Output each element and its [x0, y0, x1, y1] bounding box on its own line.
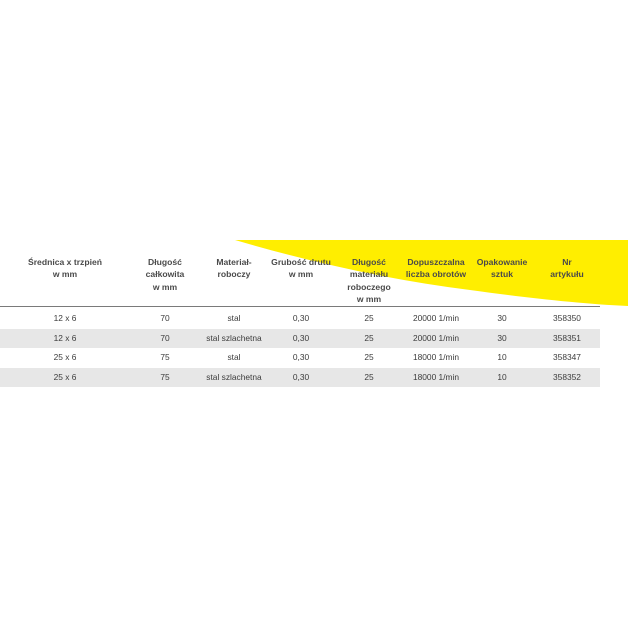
cell-max-rpm: 20000 1/min	[412, 332, 460, 343]
cell-package-qty: 30	[497, 332, 507, 343]
cell-wire-thickness: 0,30	[292, 313, 310, 323]
cell-working-length: 25	[364, 371, 374, 382]
header-divider	[0, 306, 600, 307]
cell-max-rpm: 18000 1/min	[412, 371, 460, 382]
header-working-length: Długość materiału roboczego w mm	[347, 257, 391, 305]
header-max-rpm: Dopuszczalna liczba obrotów	[405, 257, 467, 280]
cell-total-length: 75	[160, 352, 170, 362]
cell-material: stal szlachetna	[206, 371, 262, 382]
cell-material: stal szlachetna	[206, 332, 262, 343]
header-working-material: Materiał- roboczy	[216, 257, 252, 280]
table-row	[0, 368, 600, 388]
cell-max-rpm: 20000 1/min	[412, 313, 460, 323]
table-row	[0, 329, 600, 349]
table-row	[0, 348, 600, 368]
cell-working-length: 25	[364, 352, 374, 362]
cell-article-no: 358352	[553, 371, 581, 382]
cell-max-rpm: 18000 1/min	[412, 352, 460, 362]
cell-material: stal	[227, 313, 241, 323]
cell-package-qty: 10	[497, 352, 507, 362]
cell-material: stal	[227, 352, 241, 362]
cell-package-qty: 10	[497, 371, 507, 382]
cell-wire-thickness: 0,30	[292, 352, 310, 362]
cell-total-length: 70	[160, 313, 170, 323]
cell-article-no: 358350	[553, 313, 581, 323]
cell-diameter: 12 x 6	[53, 332, 77, 343]
cell-article-no: 358347	[553, 352, 581, 362]
cell-working-length: 25	[364, 313, 374, 323]
cell-wire-thickness: 0,30	[292, 332, 310, 343]
header-total-length: Długość całkowita w mm	[145, 257, 185, 292]
header-article-no: Nr artykułu	[550, 257, 584, 280]
cell-diameter: 25 x 6	[53, 352, 77, 362]
cell-diameter: 12 x 6	[53, 313, 77, 323]
cell-article-no: 358351	[553, 332, 581, 343]
cell-wire-thickness: 0,30	[292, 371, 310, 382]
header-package-qty: Opakowanie sztuk	[476, 257, 528, 280]
header-wire-thickness: Grubość drutu w mm	[271, 257, 331, 280]
cell-package-qty: 30	[497, 313, 507, 323]
cell-diameter: 25 x 6	[53, 371, 77, 382]
cell-total-length: 70	[160, 332, 170, 343]
header-diameter-shank: Średnica x trzpień w mm	[27, 257, 103, 280]
cell-working-length: 25	[364, 332, 374, 343]
cell-total-length: 75	[160, 371, 170, 382]
table-row	[0, 309, 600, 329]
